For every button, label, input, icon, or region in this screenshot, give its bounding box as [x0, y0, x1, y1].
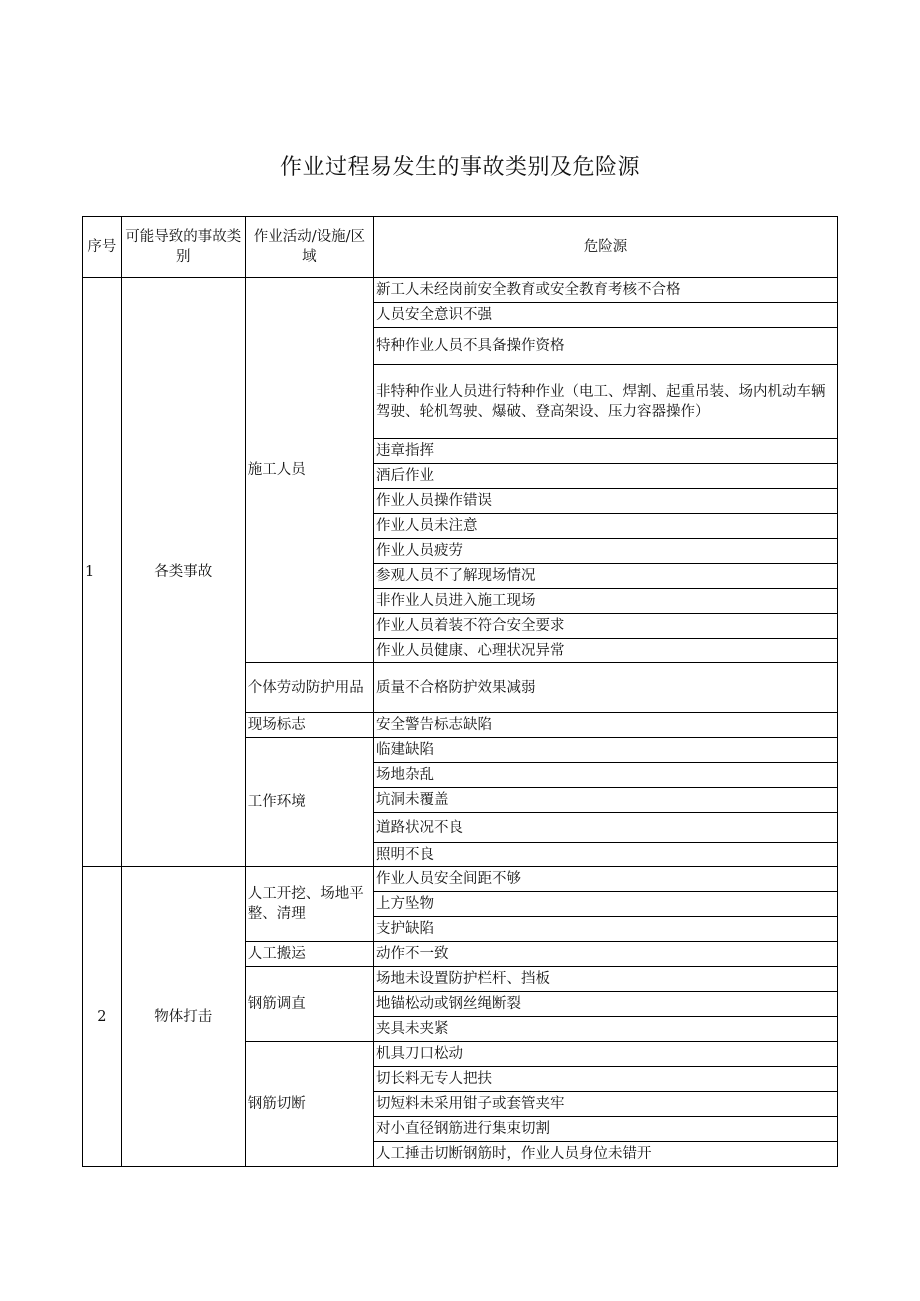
hazard-cell: 新工人未经岗前安全教育或安全教育考核不合格: [373, 278, 837, 303]
accident-category: 物体打击: [121, 867, 245, 1167]
header-no: 序号: [83, 217, 122, 278]
hazard-cell: 对小直径钢筋进行集束切割: [373, 1117, 837, 1142]
hazard-cell: 作业人员着装不符合安全要求: [373, 614, 837, 639]
activity-cell: 人工开挖、场地平整、清理: [245, 867, 373, 942]
table-row: [83, 867, 838, 892]
hazard-cell: 作业人员健康、心理状况异常: [373, 639, 837, 663]
hazard-cell: 夹具未夹紧: [373, 1017, 837, 1042]
header-activity: 作业活动/设施/区域: [245, 217, 373, 278]
activity-cell: 工作环境: [245, 738, 373, 867]
hazard-cell: 人工捶击切断钢筋时，作业人员身位未错开: [373, 1142, 837, 1167]
hazard-cell: 场地未设置防护栏杆、挡板: [373, 967, 837, 992]
accident-category: 各类事故: [121, 278, 245, 867]
hazard-cell: 临建缺陷: [373, 738, 837, 763]
activity-cell: 钢筋切断: [245, 1042, 373, 1167]
header-hazard: 危险源: [373, 217, 837, 278]
hazard-cell: 坑洞未覆盖: [373, 788, 837, 813]
hazard-cell: 特种作业人员不具备操作资格: [373, 328, 837, 365]
hazard-cell: 违章指挥: [373, 439, 837, 464]
hazard-cell: 支护缺陷: [373, 917, 837, 942]
hazard-cell: 道路状况不良: [373, 813, 837, 843]
activity-cell: 人工搬运: [245, 942, 373, 967]
hazard-cell: 非特种作业人员进行特种作业（电工、焊割、起重吊装、场内机动车辆驾驶、轮机驾驶、爆破、登高架设、压力容器操作）: [373, 365, 837, 439]
hazard-cell: 作业人员安全间距不够: [373, 867, 837, 892]
hazard-cell: 作业人员未注意: [373, 514, 837, 539]
hazard-cell: 切长料无专人把扶: [373, 1067, 837, 1092]
header-category: 可能导致的事故类别: [121, 217, 245, 278]
hazard-cell: 作业人员操作错误: [373, 489, 837, 514]
hazard-cell: 非作业人员进入施工现场: [373, 589, 837, 614]
activity-cell: 现场标志: [245, 713, 373, 738]
hazard-cell: 酒后作业: [373, 464, 837, 489]
hazard-cell: 地锚松动或钢丝绳断裂: [373, 992, 837, 1017]
hazard-table: [82, 216, 838, 1167]
hazard-cell: 切短料未采用钳子或套管夹牢: [373, 1092, 837, 1117]
table-header-row: [83, 217, 838, 278]
hazard-cell: 质量不合格防护效果减弱: [373, 663, 837, 713]
table-row: [83, 278, 838, 303]
hazard-cell: 照明不良: [373, 843, 837, 867]
hazard-cell: 参观人员不了解现场情况: [373, 564, 837, 589]
hazard-cell: 动作不一致: [373, 942, 837, 967]
hazard-cell: 场地杂乱: [373, 763, 837, 788]
row-number: 2: [83, 867, 122, 1167]
hazard-cell: 作业人员疲劳: [373, 539, 837, 564]
hazard-cell: 人员安全意识不强: [373, 303, 837, 328]
activity-cell: 钢筋调直: [245, 967, 373, 1042]
activity-cell: 施工人员: [245, 278, 373, 663]
hazard-cell: 上方坠物: [373, 892, 837, 917]
hazard-cell: 机具刀口松动: [373, 1042, 837, 1067]
hazard-cell: 安全警告标志缺陷: [373, 713, 837, 738]
document-title: 作业过程易发生的事故类别及危险源: [279, 155, 640, 180]
row-number: 1: [83, 278, 122, 867]
activity-cell: 个体劳动防护用品: [245, 663, 373, 713]
